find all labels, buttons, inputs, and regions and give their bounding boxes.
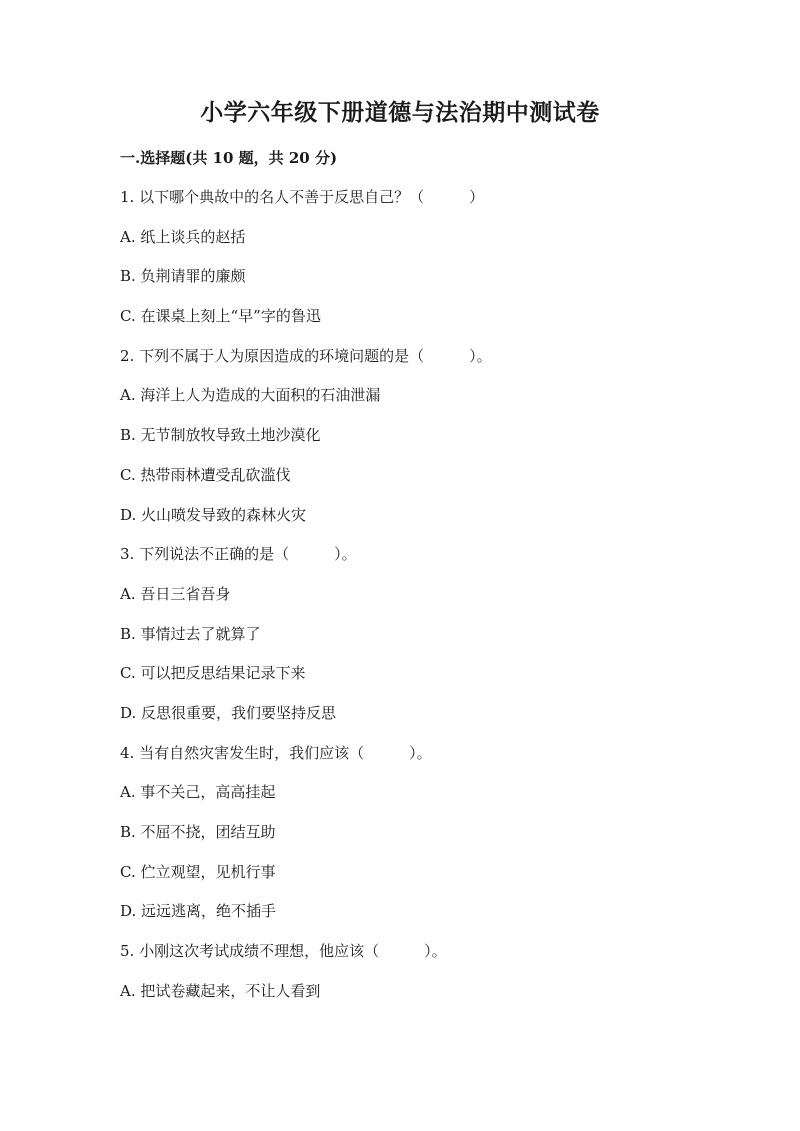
answer-option: C. 热带雨林遭受乱砍滥伐 [120, 465, 291, 484]
answer-option: A. 吾日三省吾身 [120, 584, 231, 603]
answer-option: A. 海洋上人为造成的大面积的石油泄漏 [120, 386, 381, 405]
answer-option: C. 在课桌上刻上“早”字的鲁迅 [120, 307, 321, 326]
answer-option: B. 无节制放牧导致土地沙漠化 [120, 426, 321, 445]
answer-option: D. 火山喷发导致的森林火灾 [120, 505, 307, 524]
answer-option: D. 远远逃离，绝不插手 [120, 902, 277, 921]
answer-option: B. 不屈不挠，团结互助 [120, 823, 276, 841]
question-stem: 5. 小刚这次考试成绩不理想，他应该（ ）。 [120, 942, 447, 961]
answer-option: A. 事不关己，高高挂起 [120, 783, 276, 802]
answer-option: A. 纸上谈兵的赵括 [120, 227, 246, 246]
exam-title: 小学六年级下册道德与法治期中测试卷 [200, 99, 600, 126]
question-stem: 2. 下列不属于人为原因造成的环境问题的是（ ）。 [120, 346, 492, 365]
question-stem: 3. 下列说法不正确的是（ ）。 [120, 545, 357, 564]
answer-option: C. 可以把反思结果记录下来 [120, 664, 306, 683]
answer-option: B. 负荆请罪的廉颇 [120, 267, 246, 286]
answer-option: A. 把试卷藏起来，不让人看到 [120, 981, 321, 1000]
answer-option: C. 伫立观望，见机行事 [120, 862, 276, 881]
question-stem: 1. 以下哪个典故中的名人不善于反思自己？（ ） [120, 188, 485, 206]
section-heading: 一.选择题(共 10 题，共 20 分) [120, 149, 338, 167]
answer-option: D. 反思很重要，我们要坚持反思 [120, 703, 337, 722]
answer-option: B. 事情过去了就算了 [120, 624, 261, 643]
question-stem: 4. 当有自然灾害发生时，我们应该（ ）。 [120, 743, 432, 762]
question-list [120, 186, 720, 1019]
